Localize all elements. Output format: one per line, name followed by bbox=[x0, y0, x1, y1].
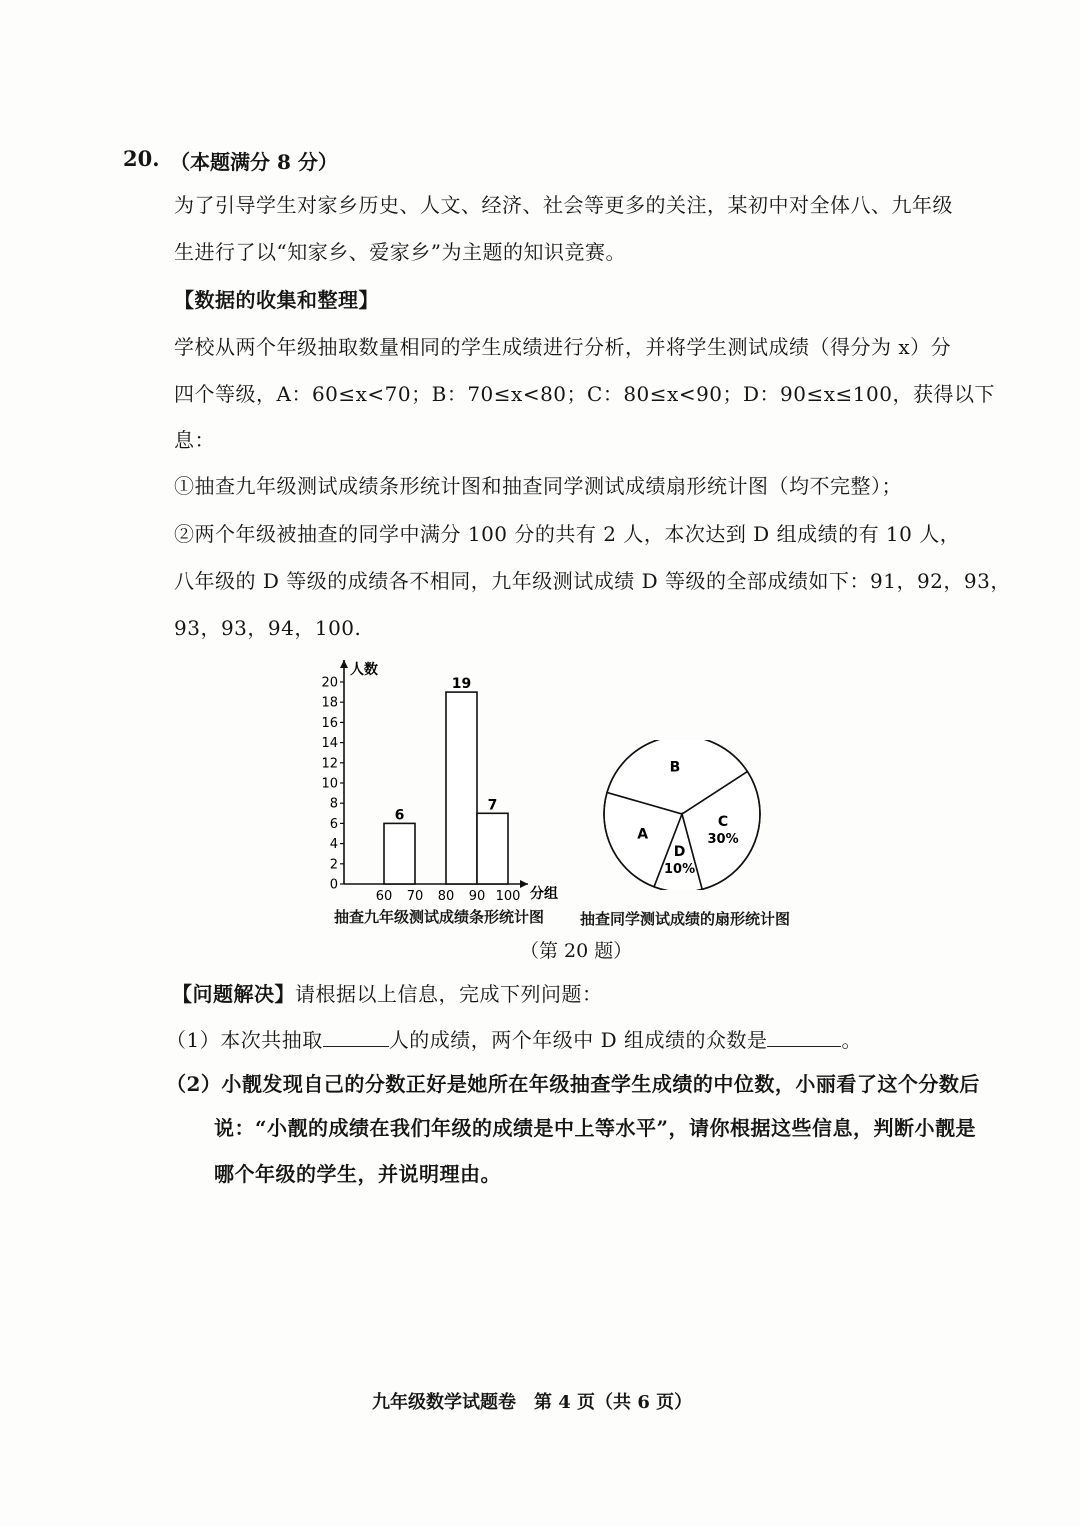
bar bbox=[446, 692, 477, 884]
question-score-note: （本题满分 8 分） bbox=[170, 150, 338, 174]
bar-value-label: 19 bbox=[451, 676, 472, 693]
pie-chart bbox=[596, 740, 776, 890]
answer-blank-1[interactable] bbox=[323, 1026, 389, 1047]
info-item-3: 八年级的 D 等级的成绩各不相同，九年级测试成绩 D 等级的全部成绩如下：91，92，93， bbox=[174, 569, 1011, 593]
y-axis-arrow bbox=[340, 660, 348, 668]
question-1-part-c: 。 bbox=[841, 1028, 862, 1052]
x-axis-label: 分组 bbox=[530, 886, 558, 902]
x-tick-label: 60 bbox=[375, 889, 393, 904]
pie-slice-label: A bbox=[637, 826, 649, 843]
y-tick-label: 20 bbox=[321, 675, 338, 691]
x-tick-label: 100 bbox=[495, 889, 521, 904]
bar bbox=[477, 813, 508, 884]
x-axis-arrow bbox=[520, 880, 528, 888]
answer-blank-2[interactable] bbox=[767, 1026, 841, 1047]
y-tick-label: 10 bbox=[321, 776, 338, 792]
page-footer: 九年级数学试题卷 第 4 页（共 6 页） bbox=[372, 1392, 693, 1413]
question-2-line-1: （2）小靓发现自己的分数正好是她所在年级抽查学生成绩的中位数，小丽看了这个分数后 bbox=[166, 1072, 980, 1096]
section-heading-solve bbox=[172, 978, 603, 1007]
y-tick-label: 12 bbox=[321, 756, 338, 772]
y-tick-label: 4 bbox=[329, 837, 338, 853]
y-tick-label: 8 bbox=[329, 796, 338, 812]
section-solve-title: 【问题解决】 bbox=[172, 982, 295, 1006]
bar bbox=[384, 823, 415, 884]
section-solve-text: 请根据以上信息，完成下列问题： bbox=[295, 982, 603, 1006]
y-tick-label: 2 bbox=[329, 857, 338, 873]
pie-slice-label: B bbox=[669, 759, 681, 776]
intro-text-line-1: 为了引导学生对家乡历史、人文、经济、社会等更多的关注，某初中对全体八、九年级 bbox=[174, 193, 953, 217]
bar-value-label: 7 bbox=[487, 797, 498, 814]
bar-value-label: 6 bbox=[394, 807, 405, 824]
data-text-line-3: 息： bbox=[174, 428, 215, 452]
info-item-2: ②两个年级被抽查的同学中满分 100 分的共有 2 人，本次达到 D 组成绩的有 10 人， bbox=[174, 522, 961, 546]
question-1-part-b: 人的成绩，两个年级中 D 组成绩的众数是 bbox=[388, 1028, 768, 1052]
section-heading-data: 【数据的收集和整理】 bbox=[174, 288, 379, 312]
figure-caption: （第 20 题） bbox=[520, 940, 633, 962]
y-tick-label: 14 bbox=[321, 736, 338, 752]
pie-slice-percent: 10% bbox=[664, 861, 696, 877]
intro-text-line-2: 生进行了以“知家乡、爱家乡”为主题的知识竞赛。 bbox=[174, 240, 626, 264]
info-item-1: ①抽查九年级测试成绩条形统计图和抽查同学测试成绩扇形统计图（均不完整）； bbox=[174, 474, 902, 498]
y-tick-label: 0 bbox=[329, 877, 338, 893]
y-axis-label: 人数 bbox=[350, 662, 378, 678]
y-tick-label: 6 bbox=[329, 816, 338, 832]
info-item-4: 93，93，94，100. bbox=[174, 616, 362, 640]
question-2-line-3: 哪个年级的学生，并说明理由。 bbox=[214, 1162, 501, 1186]
question-2-line-2: 说：“小靓的成绩在我们年级的成绩是中上等水平”，请你根据这些信息，判断小靓是 bbox=[214, 1116, 977, 1140]
bar-chart bbox=[318, 652, 578, 932]
question-1-part-a: （1）本次共抽取 bbox=[166, 1028, 323, 1052]
y-tick-label: 18 bbox=[321, 695, 338, 711]
x-tick-label: 90 bbox=[468, 889, 486, 904]
x-tick-label: 80 bbox=[437, 889, 455, 904]
question-number: 20. bbox=[123, 146, 160, 171]
data-text-line-2: 四个等级，A：60≤x<70；B：70≤x<80；C：80≤x<90；D：90≤x≤100，获得以下 bbox=[174, 382, 995, 406]
question-1 bbox=[166, 1024, 862, 1053]
pie-slice-percent: 30% bbox=[707, 831, 739, 847]
x-tick-label: 70 bbox=[406, 889, 424, 904]
bar-chart-title: 抽查九年级测试成绩条形统计图 bbox=[334, 908, 545, 926]
pie-slice-label: C bbox=[717, 813, 729, 830]
y-tick-label: 16 bbox=[321, 715, 338, 731]
pie-chart-title: 抽查同学测试成绩的扇形统计图 bbox=[580, 910, 791, 928]
pie-slice-label: D bbox=[673, 843, 686, 860]
data-text-line-1: 学校从两个年级抽取数量相同的学生成绩进行分析，并将学生测试成绩（得分为 x）分 bbox=[174, 335, 952, 359]
